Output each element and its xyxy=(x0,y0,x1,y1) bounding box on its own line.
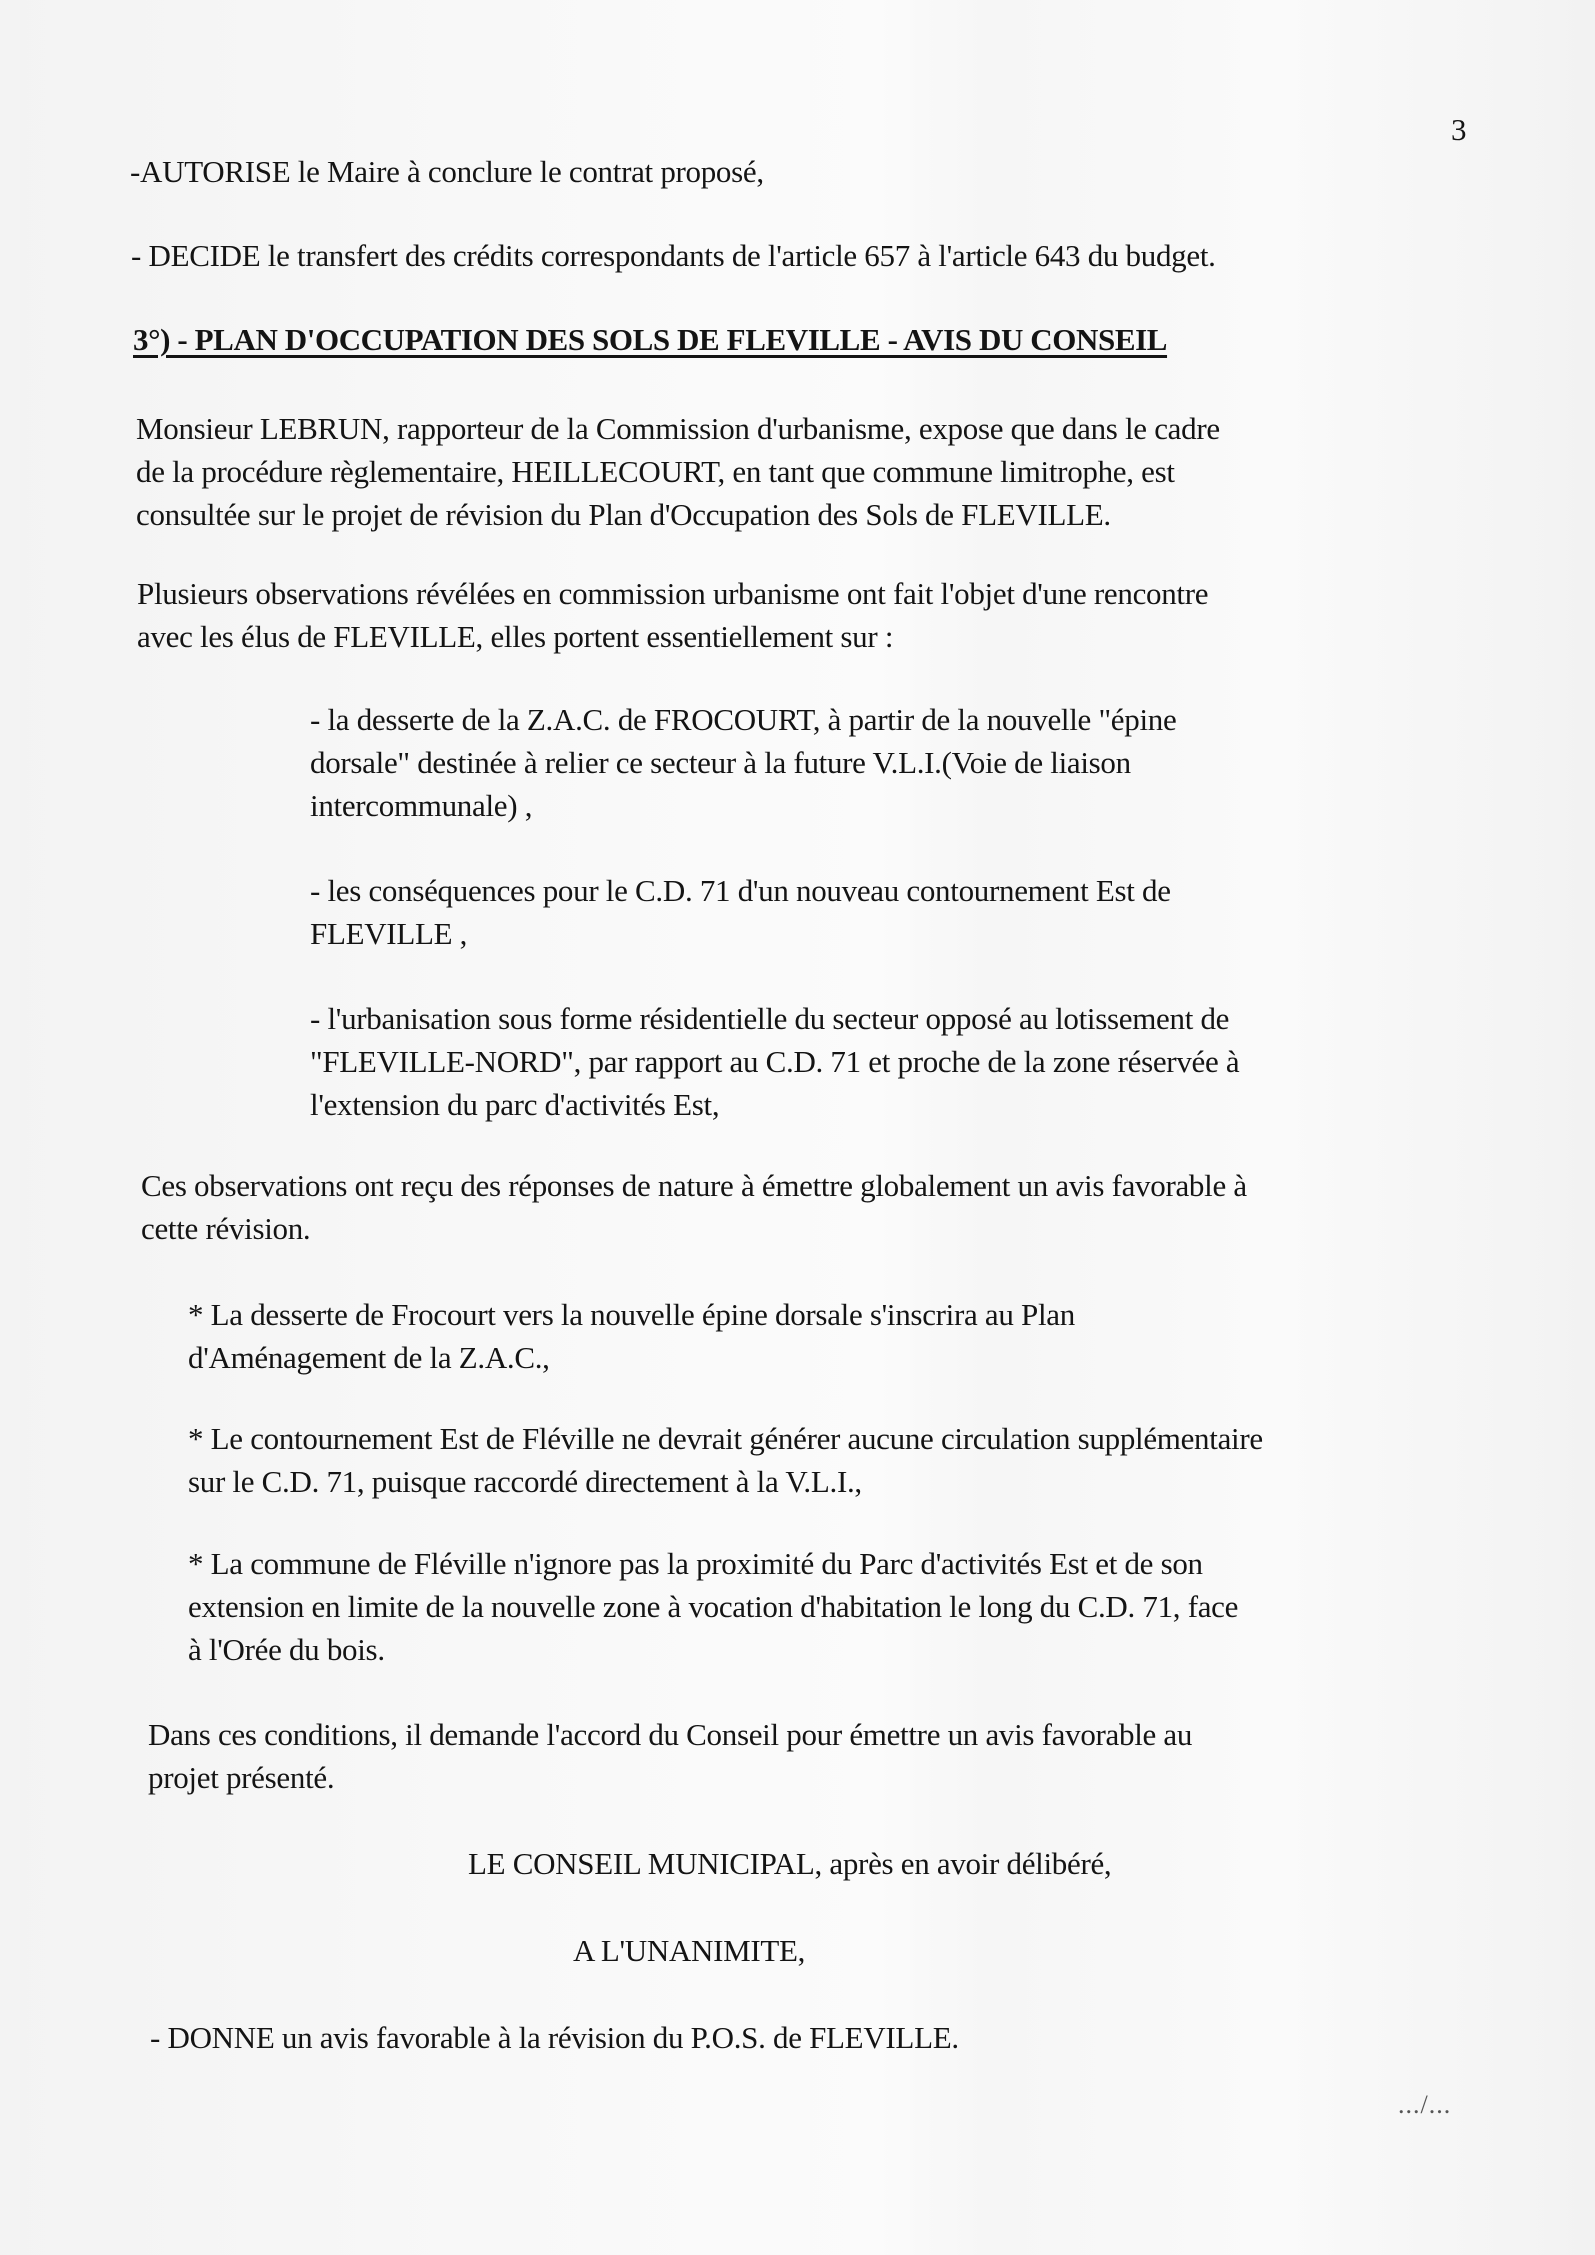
p2-line-1: Plusieurs observations révélées en commission urbanisme ont fait l'objet d'une rencontre xyxy=(137,576,1209,611)
star-item-2-line-1: * Le contournement Est de Fléville ne devrait générer aucune circulation supplémentaire xyxy=(188,1421,1263,1456)
autorise-prefix: - xyxy=(130,154,141,189)
p3-line-1: Ces observations ont reçu des réponses de nature à émettre globalement un avis favorable à xyxy=(141,1168,1247,1203)
donne-text: un avis favorable à la révision du P.O.S. de FLEVILLE. xyxy=(274,2020,959,2055)
donne-keyword: DONNE xyxy=(167,2020,275,2055)
p1-line-2: de la procédure règlementaire, HEILLECOURT, en tant que commune limitrophe, est xyxy=(136,454,1175,489)
p4-line-1: Dans ces conditions, il demande l'accord du Conseil pour émettre un avis favorable au xyxy=(148,1717,1193,1752)
star-item-3-line-1: * La commune de Fléville n'ignore pas la proximité du Parc d'activités Est et de son xyxy=(188,1546,1203,1581)
dash-item-2-line-2: FLEVILLE , xyxy=(310,916,468,951)
decide-line xyxy=(131,234,1216,277)
autorise-text: le Maire à conclure le contrat proposé, xyxy=(290,154,764,189)
dash-item-1-line-1: - la desserte de la Z.A.C. de FROCOURT, à partir de la nouvelle "épine xyxy=(310,702,1177,737)
donne-line xyxy=(150,2016,959,2059)
decide-keyword: DECIDE xyxy=(148,238,261,273)
conseil-line: LE CONSEIL MUNICIPAL, après en avoir délibéré, xyxy=(468,1846,1112,1881)
star-item-3-line-2: extension en limite de la nouvelle zone à vocation d'habitation le long du C.D. 71, face xyxy=(188,1589,1239,1624)
dash-item-2-line-1: - les conséquences pour le C.D. 71 d'un nouveau contournement Est de xyxy=(310,873,1171,908)
autorise-keyword: AUTORISE xyxy=(140,154,291,189)
dash-item-1-line-2: dorsale" destinée à relier ce secteur à la future V.L.I.(Voie de liaison xyxy=(310,745,1131,780)
p4-line-2: projet présenté. xyxy=(148,1760,335,1795)
decide-text: le transfert des crédits correspondants de l'article 657 à l'article 643 du budget. xyxy=(260,238,1216,273)
star-item-3-line-3: à l'Orée du bois. xyxy=(188,1632,385,1667)
p3-line-2: cette révision. xyxy=(141,1211,311,1246)
dash-item-1-line-3: intercommunale) , xyxy=(310,788,533,823)
star-item-1-line-2: d'Aménagement de la Z.A.C., xyxy=(188,1340,550,1375)
star-item-1-line-1: * La desserte de Frocourt vers la nouvelle épine dorsale s'inscrira au Plan xyxy=(188,1297,1075,1332)
star-item-2-line-2: sur le C.D. 71, puisque raccordé directement à la V.L.I., xyxy=(188,1464,862,1499)
section-heading: 3°) - PLAN D'OCCUPATION DES SOLS DE FLEVILLE - AVIS DU CONSEIL xyxy=(133,322,1168,357)
continuation-mark: .../... xyxy=(1398,2090,1452,2119)
page-number: 3 xyxy=(1451,112,1467,147)
decide-prefix: - xyxy=(131,238,149,273)
p1-line-1: Monsieur LEBRUN, rapporteur de la Commission d'urbanisme, expose que dans le cadre xyxy=(136,411,1220,446)
dash-item-3-line-2: "FLEVILLE-NORD", par rapport au C.D. 71 et proche de la zone réservée à xyxy=(310,1044,1240,1079)
p2-line-2: avec les élus de FLEVILLE, elles portent essentiellement sur : xyxy=(137,619,894,654)
unanimite-line: A L'UNANIMITE, xyxy=(573,1933,806,1968)
dash-item-3-line-1: - l'urbanisation sous forme résidentielle du secteur opposé au lotissement de xyxy=(310,1001,1230,1036)
p1-line-3: consultée sur le projet de révision du Plan d'Occupation des Sols de FLEVILLE. xyxy=(136,497,1111,532)
dash-item-3-line-3: l'extension du parc d'activités Est, xyxy=(310,1087,720,1122)
donne-prefix: - xyxy=(150,2020,168,2055)
autorise-line xyxy=(130,150,764,193)
